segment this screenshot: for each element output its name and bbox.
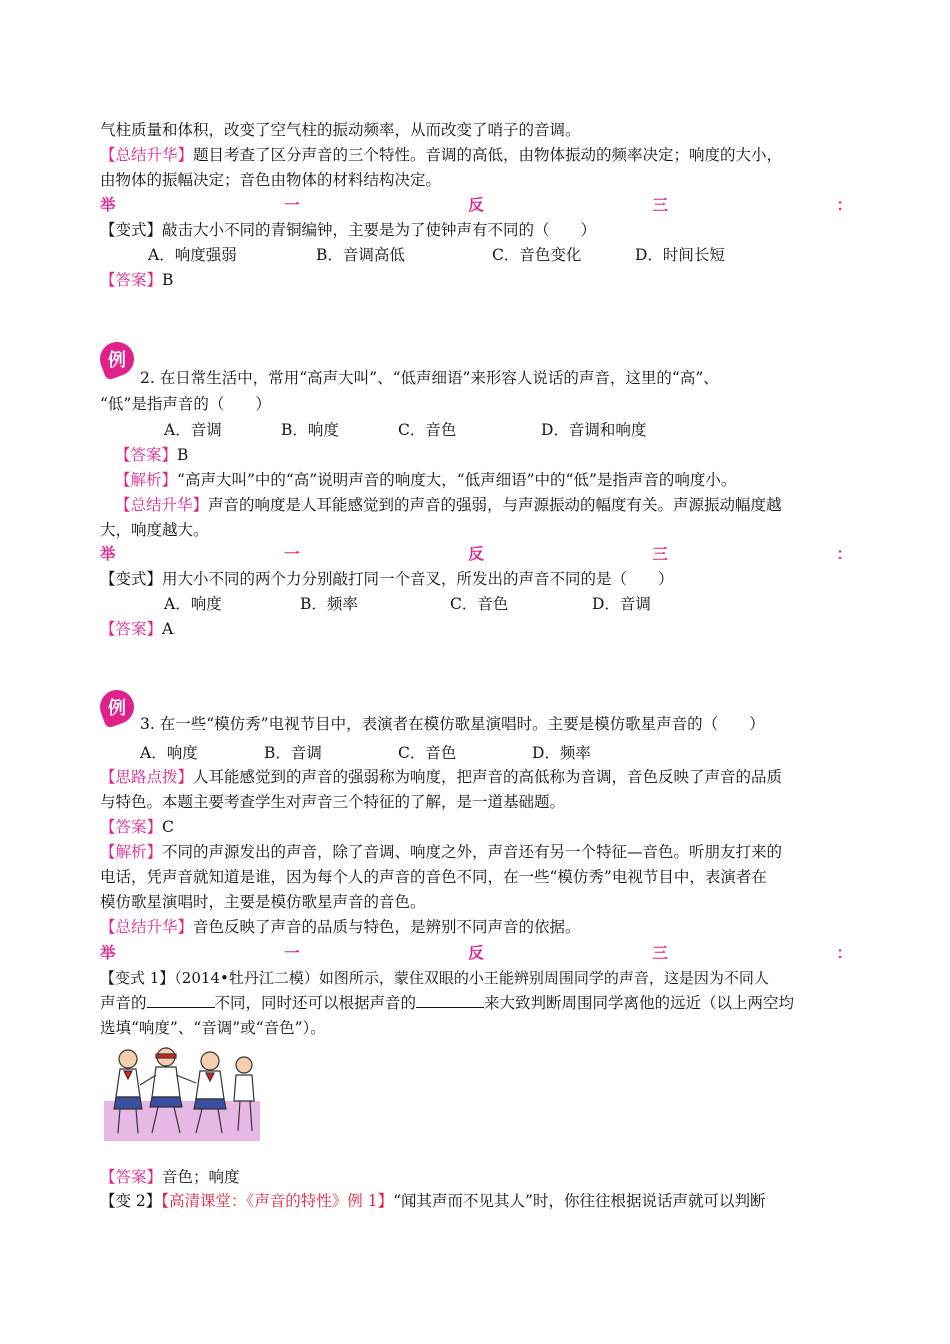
option: A．响度 — [140, 744, 198, 762]
answer-tag: 【答案】 — [115, 446, 178, 464]
answer-value: A — [162, 620, 174, 638]
option: D．时间长短 — [635, 246, 725, 264]
answer-value: C — [162, 818, 174, 836]
summary-line — [100, 143, 852, 167]
option: B．频率 — [300, 595, 358, 613]
example-badge-label: 例 — [108, 350, 126, 371]
answer-tag: 【答案】 — [100, 271, 163, 289]
answer-value: B — [177, 446, 189, 464]
hint-text: 人耳能感觉到的声音的强弱称为响度，把声音的高低称为音调，音色反映了声音的品质 — [193, 768, 783, 786]
heading-char: 三 — [652, 195, 668, 214]
answer-blank — [147, 991, 215, 1008]
answer-value: B — [162, 271, 174, 289]
option: D．音调 — [592, 595, 651, 613]
question-text: 不同，同时还可以根据声音的 — [214, 994, 417, 1012]
summary-tag: 【总结升华】 — [115, 496, 209, 514]
example-question: 2. 在日常生活中，常用“高声大叫”、“低声细语”来形容人说话的声音，这里的“高”、 — [140, 369, 719, 387]
ju-yi-fan-san-heading — [100, 193, 852, 217]
variant-question: 【变式】用大小不同的两个力分别敲打同一个音叉，所发出的声音不同的是（ ） — [100, 570, 674, 588]
answer-tag: 【答案】 — [100, 818, 163, 836]
question-text: 声音的 — [100, 994, 147, 1012]
paragraph: 气柱质量和体积，改变了空气柱的振动频率，从而改变了哨子的音调。 — [100, 121, 581, 139]
option: D．频率 — [532, 744, 591, 762]
heading-char: 反 — [468, 943, 484, 962]
analysis-line: 模仿歌星演唱时，主要是模仿歌星声音的音色。 — [100, 893, 426, 911]
options — [164, 592, 916, 616]
heading-char: ： — [836, 943, 852, 962]
ju-yi-fan-san-heading — [100, 941, 852, 965]
ju-yi-fan-san-heading — [100, 542, 852, 566]
analysis-line — [100, 840, 852, 864]
option: C．音色 — [450, 595, 509, 613]
source-reference: 【高清课堂：《声音的特性》例 1】 — [161, 1192, 394, 1210]
question-text: “闻其声而不见其人”时，你往往根据说话声就可以判断 — [393, 1192, 766, 1210]
analysis-tag: 【解析】 — [100, 843, 163, 861]
summary-tag: 【总结升华】 — [100, 918, 194, 936]
answer-line — [100, 617, 852, 641]
variant-label: 【变 2】 — [100, 1192, 162, 1210]
summary-line: 大，响度越大。 — [100, 521, 209, 539]
variant-question — [100, 1189, 852, 1213]
heading-char: 一 — [284, 544, 300, 563]
question-text: 来大致判断周围同学离他的远近（以上两空均 — [484, 994, 795, 1012]
option: B．响度 — [281, 421, 339, 439]
example-badge — [95, 685, 139, 729]
summary-tag: 【总结升华】 — [100, 146, 194, 164]
analysis-line: 电话，凭声音就知道是谁，因为每个人的声音的音色不同，在一些“模仿秀”电视节目中，表演者在 — [100, 868, 767, 886]
summary-line — [100, 915, 852, 939]
variant-question: 选填“响度”、“音调”或“音色”）。 — [100, 1019, 326, 1037]
answer-line — [100, 1165, 852, 1189]
option: B．音调 — [264, 744, 322, 762]
analysis-line — [115, 468, 852, 492]
analysis-text: “高声大叫”中的“高”说明声音的响度大，“低声细语”中的“低”是指声音的响度小。 — [177, 471, 737, 489]
heading-char: 举 — [100, 544, 116, 563]
summary-text: 题目考查了区分声音的三个特性。音调的高低，由物体振动的频率决定；响度的大小， — [193, 146, 783, 164]
heading-char: 举 — [100, 943, 116, 962]
option: B．音调高低 — [316, 246, 405, 264]
hint-line: 与特色。本题主要考查学生对声音三个特征的了解，是一道基础题。 — [100, 793, 566, 811]
variant-question: 【变式】敲击大小不同的青铜编钟，主要是为了使钟声有不同的（ ） — [100, 221, 597, 239]
heading-char: 一 — [284, 943, 300, 962]
analysis-tag: 【解析】 — [115, 471, 178, 489]
option: D．音调和响度 — [541, 421, 647, 439]
heading-char: 三 — [652, 943, 668, 962]
option: C．音色变化 — [492, 246, 582, 264]
summary-line — [115, 493, 852, 517]
option: A．响度 — [164, 595, 222, 613]
answer-tag: 【答案】 — [100, 620, 163, 638]
options — [164, 418, 916, 442]
summary-line: 由物体的振幅决定；音色由物体的材料结构决定。 — [100, 171, 442, 189]
option: A．响度强弱 — [148, 246, 237, 264]
options — [148, 243, 900, 267]
answer-blank — [416, 991, 484, 1008]
variant-question — [100, 991, 852, 1015]
option: A．音调 — [164, 421, 222, 439]
hint-tag: 【思路点拨】 — [100, 768, 194, 786]
example-question: “低”是指声音的（ ） — [100, 395, 271, 413]
heading-char: 三 — [652, 544, 668, 563]
hint-line — [100, 765, 852, 789]
children-illustration — [104, 1045, 260, 1141]
answer-tag: 【答案】 — [100, 1168, 163, 1186]
summary-text: 音色反映了声音的品质与特色，是辨别不同声音的依据。 — [193, 918, 581, 936]
option: C．音色 — [398, 744, 457, 762]
example-question: 3. 在一些“模仿秀”电视节目中，表演者在模仿歌星演唱时。主要是模仿歌星声音的（ ） — [140, 715, 765, 733]
heading-char: 一 — [284, 195, 300, 214]
example-badge-label: 例 — [108, 698, 126, 719]
answer-line — [115, 443, 867, 467]
variant-question: 【变式 1】（2014•牡丹江二模）如图所示，蒙住双眼的小王能辨别周围同学的声音，这是因为不同人 — [100, 969, 769, 987]
analysis-text: 不同的声源发出的声音，除了音调、响度之外，声音还有另一个特征—音色。听朋友打来的 — [162, 843, 783, 861]
heading-char: 反 — [468, 195, 484, 214]
summary-text: 声音的响度是人耳能感觉到的声音的强弱，与声源振动的幅度有关。声源振动幅度越 — [208, 496, 782, 514]
option: C．音色 — [398, 421, 457, 439]
options — [140, 741, 892, 765]
heading-char: 反 — [468, 544, 484, 563]
heading-char: 举 — [100, 195, 116, 214]
answer-line — [100, 268, 852, 292]
answer-value: 音色；响度 — [162, 1168, 240, 1186]
example-badge — [95, 337, 139, 381]
answer-line — [100, 815, 852, 839]
heading-char: ： — [836, 195, 852, 214]
heading-char: ： — [836, 544, 852, 563]
